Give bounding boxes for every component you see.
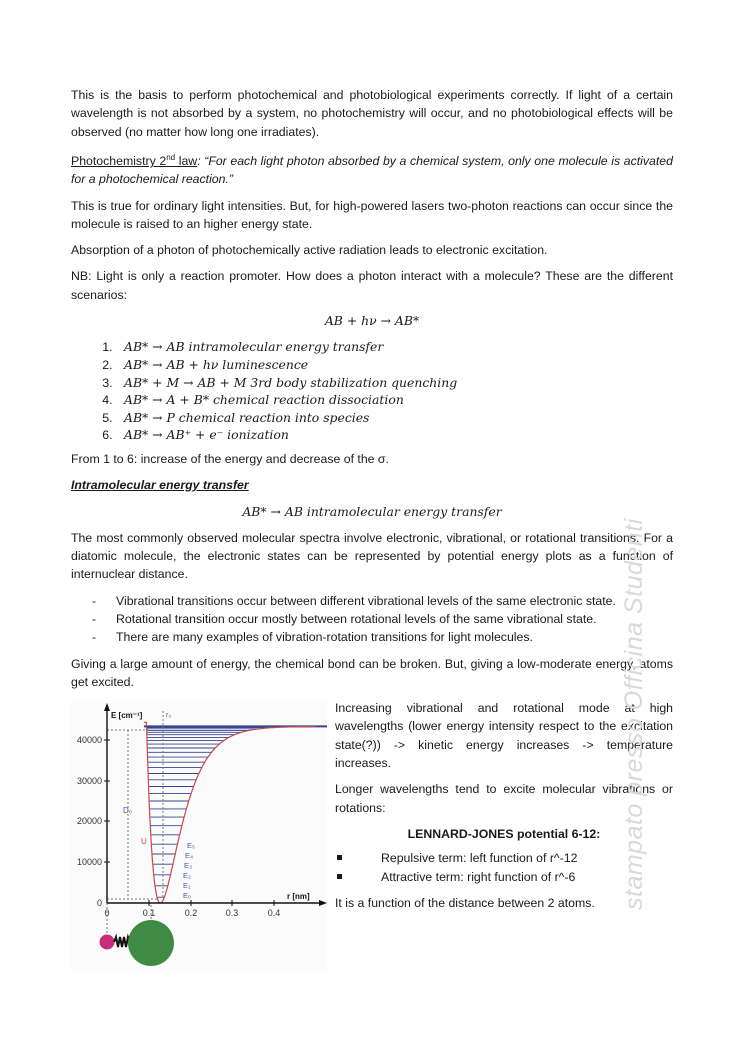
scenario-item: 3. AB* + M → AB + M 3rd body stabilization quenching <box>116 374 673 392</box>
small-atom-icon <box>100 935 115 950</box>
list-item: - Vibrational transitions occur between different vibrational levels of the same electronic state. <box>92 593 616 608</box>
diagram-background <box>71 703 327 973</box>
x-tick-label: 0.4 <box>267 908 281 919</box>
paragraph-absorption: Absorption of a photon of photochemically active radiation leads to electronic excitation. <box>71 243 548 258</box>
list-item: Attractive term: right function of r^-6 <box>335 868 673 886</box>
lennard-jones-title: LENNARD-JONES potential 6-12: <box>407 826 601 841</box>
list-item: - There are many examples of vibration-rotation transitions for light molecules. <box>92 630 533 645</box>
x-tick-label: 0.3 <box>225 908 239 919</box>
level-label: E₄ <box>185 851 194 861</box>
y-tick-label: 40000 <box>76 735 102 746</box>
paragraph-vibrational-mode: Increasing vibrational and rotational mode at high wavelengths (lower energy intensity respect to the excitation state(?)) -> kinetic energy increases -> temperature increases. <box>335 701 673 771</box>
paragraph-basis: This is the basis to perform photochemical and photobiological experiments correctly. If light of a certain wavelength is not absorbed by a system, no photochemistry will occur, and no photobiological effects will be observed (no matter how long one irradiates). <box>71 88 673 139</box>
bullet-icon <box>337 874 342 879</box>
x-axis-label: r [nm] <box>287 892 310 902</box>
level-label: E₁ <box>183 881 191 891</box>
y-tick-label: 10000 <box>76 857 102 868</box>
scenario-item: 4. AB* → A + B* chemical reaction dissociation <box>116 391 673 409</box>
y-tick-label: 20000 <box>76 816 102 827</box>
y-axis-label: E [cm⁻¹] <box>111 711 143 721</box>
d0-label: D₀ <box>123 806 133 816</box>
paragraph-energy-sigma: From 1 to 6: increase of the energy and decrease of the σ. <box>71 451 389 466</box>
scenario-item: 5. AB* → P chemical reaction into species <box>116 409 673 427</box>
figure-section <box>71 699 673 969</box>
scenario-item: 1. AB* → AB intramolecular energy transfer <box>116 338 673 356</box>
level-label: E₅ <box>187 841 196 851</box>
list-item: - Rotational transition occur mostly between rotational levels of the same vibrational state. <box>92 612 597 626</box>
large-atom-icon <box>128 920 174 966</box>
u-label: U <box>141 837 147 847</box>
watermark: stampato presso Officina Studenti <box>620 518 648 910</box>
scenario-list <box>71 338 673 444</box>
paragraph-nb: NB: Light is only a reaction promoter. How does a photon interact with a molecule? These are the different scenarios: <box>71 269 673 302</box>
paragraph-spectra: The most commonly observed molecular spectra involve electronic, vibrational, or rotational transitions. For a diatomic molecule, the electronic states can be represented by potential energy plots as a function of internuclear distance. <box>71 530 673 582</box>
law-quote: : “For each light photon absorbed by a chemical system, only one molecule is activated for a photochemical reaction.” <box>71 153 673 187</box>
document-page <box>71 86 673 969</box>
level-label: E₀ <box>183 891 192 901</box>
equation-excitation: AB + hν → AB* <box>324 313 420 329</box>
potential-energy-diagram <box>71 703 327 973</box>
r0-label: r₀ <box>166 712 172 720</box>
paragraph-longer-wavelengths: Longer wavelengths tend to excite molecular vibrations or rotations: <box>335 782 673 815</box>
law-label: Photochemistry 2nd law <box>71 152 198 168</box>
y-tick-label: 30000 <box>76 776 102 787</box>
list-item: Repulsive term: left function of r^-12 <box>335 849 673 867</box>
x-tick-label: 0.1 <box>142 908 156 919</box>
x-tick-label: 0 <box>104 908 110 919</box>
level-label: E₂ <box>183 871 191 881</box>
potential-energy-svg <box>71 703 327 973</box>
y-tick-label: 0 <box>96 898 102 909</box>
scenario-item: 6. AB* → AB⁺ + e⁻ ionization <box>116 426 673 444</box>
x-tick-label: 0.2 <box>184 908 198 919</box>
paragraph-lasers: This is true for ordinary light intensities. But, for high-powered lasers two-photon reactions can occur since the molecule is raised to an higher energy state. <box>71 198 673 231</box>
level-label: E₃ <box>184 861 193 871</box>
paragraph-second-law <box>71 149 673 189</box>
paragraph-distance: It is a function of the distance between 2 atoms. <box>335 895 595 910</box>
bullet-icon <box>337 855 342 860</box>
transition-list <box>71 592 673 647</box>
scenario-item: 2. AB* → AB + hν luminescence <box>116 356 673 374</box>
equation-intramolecular: AB* → AB intramolecular energy transfer <box>242 503 502 519</box>
paragraph-bond: Giving a large amount of energy, the chemical bond can be broken. But, giving a low-moderate energy, atoms get excited. <box>71 656 673 689</box>
section-heading: Intramolecular energy transfer <box>71 478 249 493</box>
